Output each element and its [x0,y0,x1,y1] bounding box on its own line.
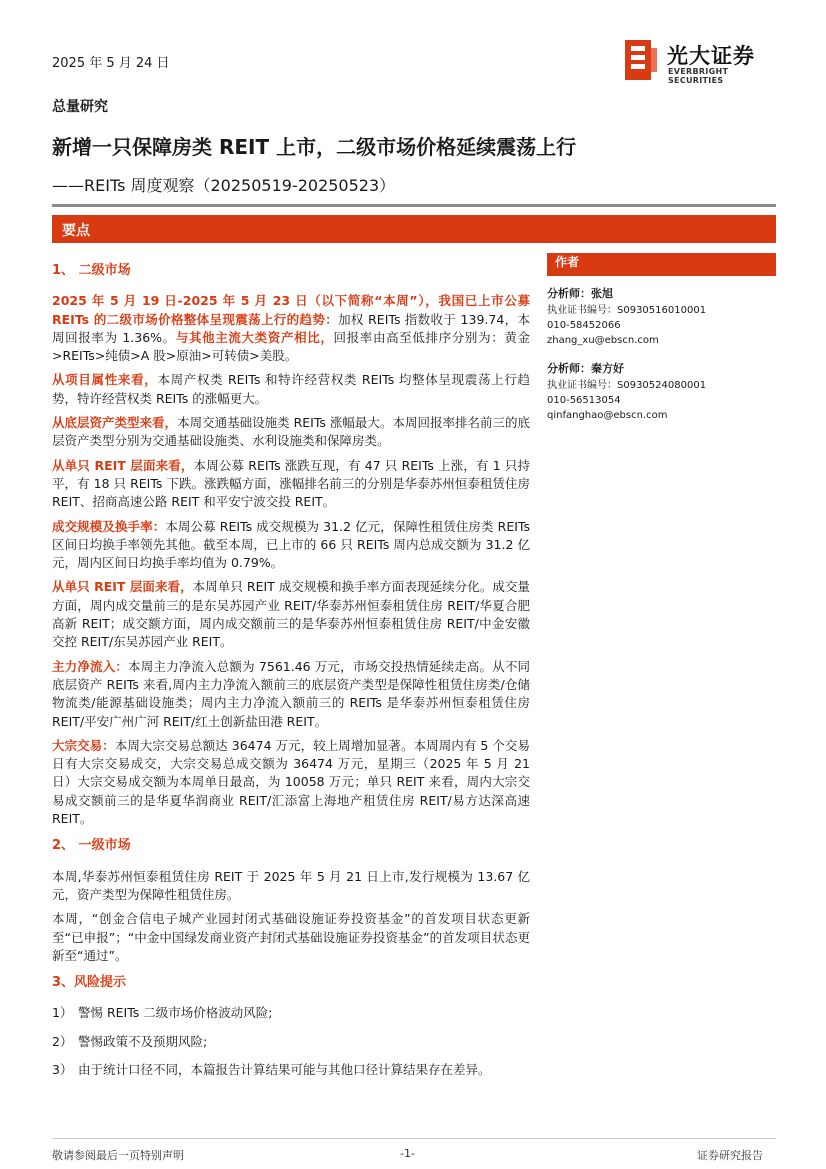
paragraph-asset-type [52,414,530,451]
highlight-text: 2025 年 5 月 19 日-2025 年 5 月 23 日（以下简称“本周”），我国已上市公募 REITs 的二级市场价格整体呈现震荡上行的趋势： [52,293,530,327]
risk-item-text: 由于统计口径不同，本篇报告计算结果可能与其他口径计算结果存在差异。 [78,1061,491,1077]
risk-item-text: 警惕 REITs 二级市场价格波动风险; [78,1005,273,1021]
analyst-card [547,361,776,423]
paragraph-market-overview [52,292,530,365]
risk-item-text: 警惕政策不及预期风险; [78,1033,208,1049]
paragraph-net-inflow [52,658,530,731]
analyst-email[interactable]: qinfanghao@ebscn.com [547,410,668,421]
analyst-email[interactable]: zhang_xu@ebscn.com [547,335,659,346]
body-text: 回报率由高至低排序分别为：黄金>REITs>纯债>A 股>原油>可转债>美股。 [52,329,530,364]
paragraph-single-reit-turnover [52,578,530,651]
footer-report-type: 证券研究报告 [697,1149,763,1162]
paragraph-project-attribute [52,371,530,408]
title-divider [52,204,776,207]
report-title: 新增一只保障房类 REIT 上市，二级市场价格延续震荡上行 [52,135,577,159]
analyst-card [547,286,776,348]
analyst-phone: 010-58452066 [547,320,621,331]
highlight-text: 与其他主流大类资产相比， [175,329,334,345]
key-points-label: 要点 [62,223,90,239]
body-text: 本周交通基础设施类 REITs 涨幅最大。本周回报率排名前三的底层资产类型分别为交通基础设施类、水利设施类和保障房类。 [52,415,530,449]
author-sidebar [547,253,776,436]
footer-divider [52,1138,776,1139]
analyst-cert: 执业证书编号：S0930516010001 [547,305,707,316]
report-date: 2025 年 5 月 24 日 [52,56,170,71]
main-content [52,262,530,1089]
analyst-cert: 执业证书编号：S0930524080001 [547,380,707,391]
logo-english-name: EVERBRIGHT SECURITIES [668,67,729,85]
section-heading-secondary-market: 1、 二级市场 [52,263,131,278]
analyst-name: 分析师：秦方好 [547,362,624,375]
risk-item [52,1061,530,1079]
body-text: 本周公募 REITs 成交规模为 31.2 亿元，保障性租赁住房类 REITs 区间日均换手率领先其他。截至本周，已上市的 66 只 REITs 周内总成交额为 31.2 亿元，周内区间日均换手率均值为 0.79%。 [52,518,530,571]
analyst-name: 分析师：张旭 [547,287,613,300]
body-text: 本周单只 REIT 成交规模和换手率方面表现延续分化。成交量方面，周内成交量前三的是东吴苏园产业 REIT/华泰苏州恒泰租赁住房 REIT/华夏合肥高新 REIT；成交额方面，周内成交额前三的是华泰苏州恒泰租赁住房 REIT/中金安徽交控 REIT/东吴苏园产业 REIT。 [52,579,531,650]
report-subtitle: ——REITs 周度观察（20250519-20250523） [52,176,396,195]
section-heading-risks: 3、风险提示 [52,975,127,991]
body-text: 本周主力净流入总额为 7561.46 万元，市场交投热情延续走高。从不同底层资产 REITs 来看,周内主力净流入额前三的底层资产类型是保障性租赁住房类/仓储物流类/能源基础设施类；周内主力净流入额前三的 REITs 是华泰苏州恒泰租赁住房 REIT/平安广州广河 REIT/红土创新盐田港 REIT。 [52,658,530,729]
paragraph-turnover [52,518,530,573]
risk-item [52,1004,530,1022]
risk-item-number: 2） [52,1033,73,1049]
body-text: 本周大宗交易总额达 36474 万元，较上周增加显著。本周周内有 5 个交易日有大宗交易成交，大宗交易总成交额为 36474 万元，星期三（2025 年 5 月 21 日）大宗交易成交额为本周单日最高，为 10058 万元；单只 REIT 来看，周内大宗交易成交额前三的是华夏华润商业 REIT/汇添富上海地产租赁住房 REIT/易方达深高速 REIT。 [52,737,530,827]
author-section-label: 作者 [547,253,776,276]
section-heading-primary-market: 2、 一级市场 [52,838,131,854]
paragraph-ipo-status: 本周，“创金合信电子城产业园封闭式基础设施证券投资基金”的首发项目状态更新至“已申报”；“中金中国绿发商业资产封闭式基础设施证券投资基金”的首发项目状态更新至“通过”。 [52,911,530,963]
analyst-phone: 010-56513054 [547,395,621,406]
everbright-logo-icon [623,38,659,82]
highlight-text: 大宗交易： [52,737,115,753]
risk-item [52,1033,530,1051]
highlight-text: 从底层资产类型来看， [52,415,178,431]
paragraph-new-listing: 本周,华泰苏州恒泰租赁住房 REIT 于 2025 年 5 月 21 日上市,发行规模为 13.67 亿元，资产类型为保障性租赁住房。 [52,868,530,902]
logo-chinese-name: 光大证券 [667,44,755,68]
paragraph-single-reit [52,457,530,512]
footer-disclaimer: 敬请参阅最后一页特别声明 [52,1149,184,1162]
paragraph-block-trade [52,737,530,828]
highlight-text: 成交规模及换手率： [52,518,166,534]
highlight-text: 从单只 REIT 层面来看， [52,457,194,473]
key-points-bar [52,215,776,243]
body-text: 本周公募 REITs 涨跌互现，有 47 只 REITs 上涨，有 1 只持平，有 18 只 REITs 下跌。涨跌幅方面，涨幅排名前三的分别是华泰苏州恒泰租赁住房 REIT、招商高速公路 REIT 和平安宁波交投 REIT。 [52,457,530,510]
body-text: 加权 REITs 指数收于 139.74，本周回报率为 1.36%。 [52,311,530,345]
highlight-text: 主力净流入： [52,658,129,674]
page-number: -1- [400,1147,415,1160]
risk-item-number: 3） [52,1061,73,1077]
report-category: 总量研究 [52,99,108,115]
highlight-text: 从项目属性来看， [52,372,158,388]
company-logo [623,38,783,85]
body-text: 本周产权类 REITs 和特许经营权类 REITs 均整体呈现震荡上行趋势，特许经营权类 REITs 的涨幅更大。 [52,372,530,406]
highlight-text: 从单只 REIT 层面来看， [52,579,193,595]
risk-item-number: 1） [52,1005,73,1021]
